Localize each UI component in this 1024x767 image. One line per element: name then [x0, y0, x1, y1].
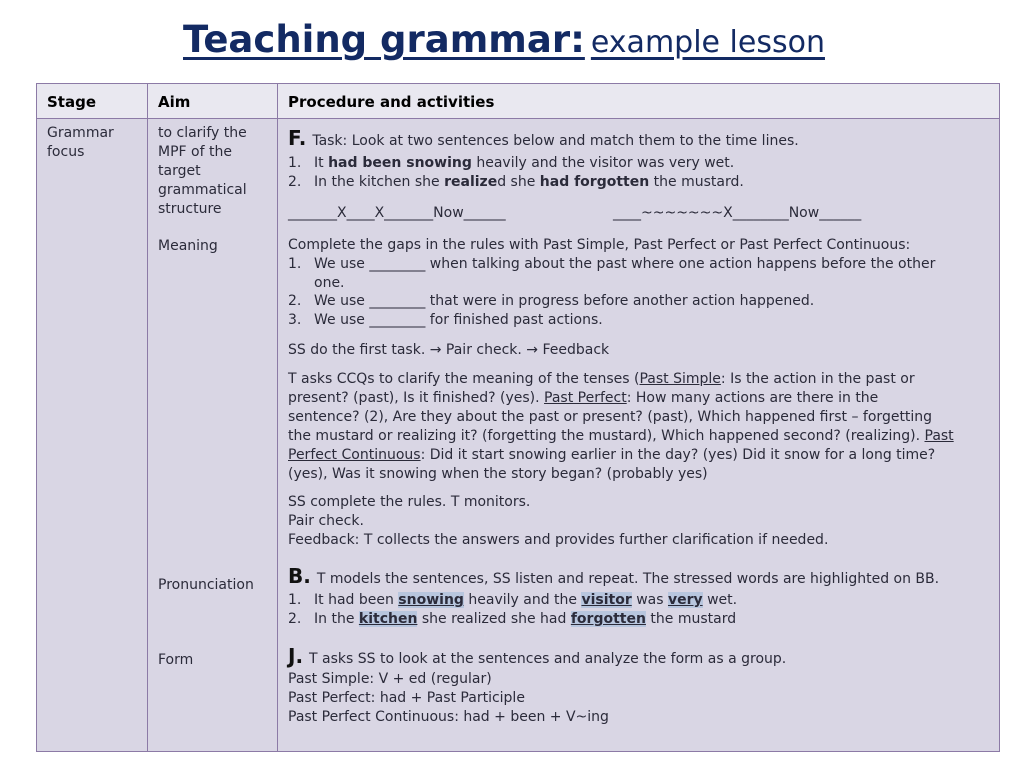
rule-2 [288, 292, 814, 311]
section-b-task [288, 564, 940, 589]
rule-text-continued: one. [314, 275, 345, 291]
text-span: she realized she had [417, 611, 571, 627]
bold-text: had been snowing [328, 155, 472, 171]
task-text: T asks SS to look at the sentences and analyze the form as a group. [309, 651, 787, 667]
timeline-1: _______X____X_______Now______ [288, 205, 506, 221]
text-line: Pair check. [288, 513, 364, 529]
column-divider [147, 84, 148, 751]
aim-line: MPF of the [158, 144, 232, 160]
stressed-word: visitor [581, 592, 632, 608]
underlined-term: Perfect Continuous [288, 447, 421, 463]
lesson-table [36, 83, 1000, 752]
underlined-term: Past Perfect [544, 390, 627, 406]
text-span: It [314, 155, 329, 171]
text-span: was [631, 592, 668, 608]
stressed-word: forgotten [570, 611, 646, 627]
text-span: In the kitchen she [314, 174, 445, 190]
item-number: 1. [288, 256, 302, 272]
rule-text: We use ________ when talking about the past where one action happens before the other [314, 256, 936, 272]
b-item-1 [288, 591, 737, 610]
text-span: d she [497, 174, 540, 190]
form-line: Past Simple: V + ed (regular) [288, 671, 492, 687]
aim-cell [158, 124, 247, 219]
task-text: T models the sentences, SS listen and repeat. The stressed words are highlighted on BB. [316, 571, 940, 587]
text-span: heavily and the visitor was very wet. [471, 155, 735, 171]
text-span: : Is the action in the past or [720, 371, 915, 387]
task-text: Task: Look at two sentences below and match them to the time lines. [312, 133, 799, 149]
text-span: the mustard or realizing it? (forgetting the mustard), Which happened second? (realizing). [288, 428, 925, 444]
column-divider [277, 84, 278, 751]
rule-1 [288, 255, 935, 293]
item-number: 2. [288, 611, 302, 627]
stressed-word: kitchen [358, 611, 418, 627]
title-rest: example lesson [590, 25, 825, 60]
stage-line: focus [47, 144, 85, 160]
text-span: wet. [702, 592, 738, 608]
section-letter: F. [288, 126, 307, 150]
ss-complete-block [288, 493, 828, 550]
text-span: present? (past), Is it finished? (yes). [288, 390, 545, 406]
text-line: sentence? (2), Are they about the past or present? (past), Which happened first – forgetting [288, 409, 933, 425]
text-span: the mustard. [649, 174, 744, 190]
form-line: Past Perfect Continuous: had + been + V~ing [288, 709, 609, 725]
bold-text: had forgotten [539, 174, 650, 190]
text-line: SS complete the rules. T monitors. [288, 494, 531, 510]
f-item-2 [288, 173, 744, 192]
text-line: Feedback: T collects the answers and provides further clarification if needed. [288, 532, 829, 548]
ss-first-task: SS do the first task. → Pair check. → Feedback [288, 342, 610, 358]
aim-line: to clarify the [158, 125, 247, 141]
aim-meaning: Meaning [158, 238, 218, 254]
rule-text: We use ________ for finished past actions. [314, 312, 603, 328]
rule-3 [288, 311, 603, 330]
item-number: 2. [288, 174, 302, 190]
section-letter: J. [288, 644, 304, 668]
text-span: T asks CCQs to clarify the meaning of the tenses ( [288, 371, 640, 387]
ccq-paragraph [288, 370, 954, 484]
b-item-2 [288, 610, 736, 629]
text-span: heavily and the [463, 592, 582, 608]
text-span: In the [314, 611, 359, 627]
stage-line: Grammar [47, 125, 114, 141]
aim-line: target [158, 163, 201, 179]
text-span: It had been [314, 592, 399, 608]
text-span: : Did it start snowing earlier in the day? (yes) Did it snow for a long time? [420, 447, 936, 463]
aim-line: grammatical [158, 182, 247, 198]
rule-text: We use ________ that were in progress before another action happened. [314, 293, 815, 309]
form-list [288, 670, 609, 727]
aim-line: structure [158, 201, 222, 217]
text-line: (yes), Was it snowing when the story began? (probably yes) [288, 466, 708, 482]
stressed-word: very [667, 592, 703, 608]
stage-cell [47, 124, 114, 162]
text-span: the mustard [645, 611, 737, 627]
section-j-task [288, 644, 787, 669]
form-line: Past Perfect: had + Past Participle [288, 690, 525, 706]
f-item-1 [288, 154, 734, 173]
header-stage: Stage [47, 93, 97, 111]
item-number: 3. [288, 312, 302, 328]
underlined-term: Past [924, 428, 954, 444]
complete-instruction: Complete the gaps in the rules with Past Simple, Past Perfect or Past Perfect Continuous: [288, 237, 911, 253]
section-f-task [288, 126, 799, 151]
page-title [183, 18, 825, 61]
aim-pronunciation: Pronunciation [158, 577, 254, 593]
header-procedure: Procedure and activities [288, 93, 495, 111]
stressed-word: snowing [398, 592, 464, 608]
title-bold: Teaching grammar: [183, 18, 585, 61]
item-number: 1. [288, 155, 302, 171]
bold-text: realize [444, 174, 498, 190]
timeline-2: ____~~~~~~~X________Now______ [613, 205, 862, 221]
item-number: 1. [288, 592, 302, 608]
section-letter: B. [288, 564, 311, 588]
aim-form: Form [158, 652, 194, 668]
underlined-term: Past Simple [639, 371, 721, 387]
item-number: 2. [288, 293, 302, 309]
header-aim: Aim [158, 93, 191, 111]
text-span: : How many actions are there in the [626, 390, 879, 406]
